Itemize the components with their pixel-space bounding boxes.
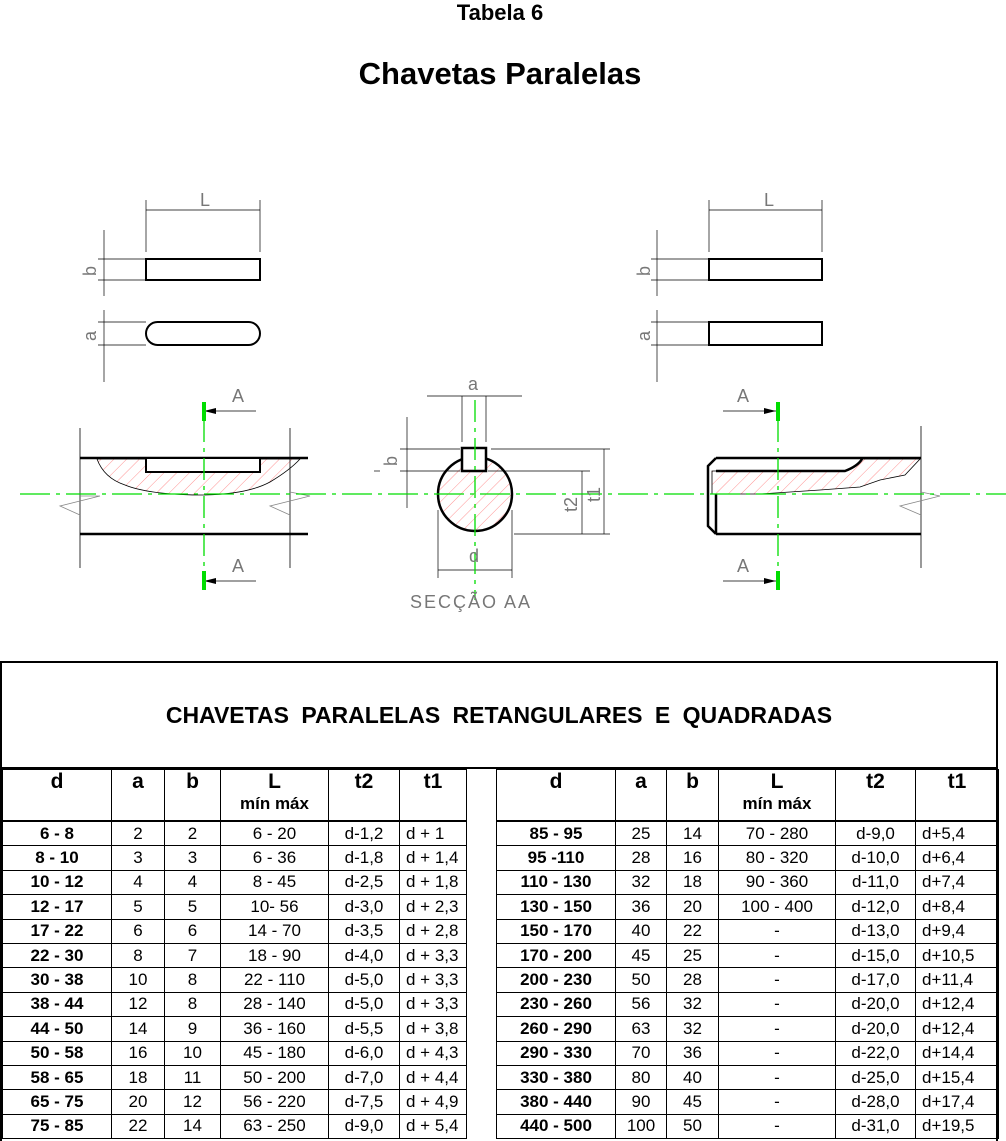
centerlines: [20, 400, 1006, 600]
cell-t2: d-6,0: [329, 1041, 400, 1065]
cell-b: 14: [165, 1114, 221, 1138]
cell-t1: d+14,4: [916, 1041, 999, 1065]
cell-d: 38 - 44: [3, 992, 112, 1016]
cell-d: 170 - 200: [497, 943, 616, 967]
cell-t2: d-10,0: [836, 846, 916, 870]
column-label: t2: [866, 770, 885, 793]
cell-d: 17 - 22: [3, 919, 112, 943]
cell-b: 6: [165, 919, 221, 943]
cell-t1: d+10,5: [916, 943, 999, 967]
cell-b: 22: [667, 919, 719, 943]
cell-L: -: [719, 1041, 836, 1065]
cell-t1: d + 1: [400, 821, 467, 846]
table-row: [3, 1065, 999, 1089]
cell-a: 50: [616, 968, 667, 992]
cell-b: 40: [667, 1065, 719, 1089]
cell-t2: d-13,0: [836, 919, 916, 943]
column-header-left-L: [221, 770, 329, 822]
label-width-right: a: [634, 330, 654, 341]
cell-L: -: [719, 919, 836, 943]
cell-t2: d-1,8: [329, 846, 400, 870]
column-header-right-b: [667, 770, 719, 822]
column-header-left-b: [165, 770, 221, 822]
cell-d: 58 - 65: [3, 1065, 112, 1089]
cell-t2: d-7,0: [329, 1065, 400, 1089]
column-label: d: [549, 770, 563, 793]
cell-t1: d+12,4: [916, 1017, 999, 1041]
table-row: [3, 1041, 999, 1065]
cell-a: 80: [616, 1065, 667, 1089]
cell-a: 16: [112, 1041, 165, 1065]
cell-t2: d-15,0: [836, 943, 916, 967]
cell-a: 12: [112, 992, 165, 1016]
cell-b: 45: [667, 1090, 719, 1114]
table-row: [3, 895, 999, 919]
cell-d: 50 - 58: [3, 1041, 112, 1065]
cell-d: 12 - 17: [3, 895, 112, 919]
cell-a: 100: [616, 1114, 667, 1138]
cell-t1: d+5,4: [916, 821, 999, 846]
cell-t2: d-5,5: [329, 1017, 400, 1041]
table-row: [3, 1114, 999, 1138]
cell-t1: d + 5,4: [400, 1114, 467, 1138]
cell-d: 130 - 150: [497, 895, 616, 919]
cell-b: 4: [165, 870, 221, 894]
cell-d: 10 - 12: [3, 870, 112, 894]
column-gap: [467, 770, 497, 822]
cell-d: 260 - 290: [497, 1017, 616, 1041]
table-row: [3, 846, 999, 870]
cell-d: 110 - 130: [497, 870, 616, 894]
cell-t2: d-3,0: [329, 895, 400, 919]
cell-t2: d-11,0: [836, 870, 916, 894]
gap-cell: [467, 992, 497, 1016]
section-caption: SECÇÃO AA: [410, 592, 533, 612]
label-width-left: a: [80, 330, 100, 341]
cell-b: 12: [165, 1090, 221, 1114]
cell-b: 20: [667, 895, 719, 919]
cell-L: -: [719, 943, 836, 967]
table-row: [3, 992, 999, 1016]
cell-a: 28: [616, 846, 667, 870]
cell-L: 50 - 200: [221, 1065, 329, 1089]
cell-L: -: [719, 968, 836, 992]
column-header-left-d: [3, 770, 112, 822]
cell-L: 14 - 70: [221, 919, 329, 943]
cell-t1: d+17,4: [916, 1090, 999, 1114]
section-mark: A: [232, 386, 245, 406]
cell-d: 22 - 30: [3, 943, 112, 967]
cell-t2: d-17,0: [836, 968, 916, 992]
cell-t2: d-2,5: [329, 870, 400, 894]
table-header-row: [3, 770, 999, 822]
gap-cell: [467, 821, 497, 846]
cell-a: 18: [112, 1065, 165, 1089]
cell-t2: d-25,0: [836, 1065, 916, 1089]
label-height-left: b: [80, 265, 100, 276]
column-label: L: [770, 770, 784, 793]
cell-L: -: [719, 1090, 836, 1114]
label-height-section: b: [381, 455, 401, 466]
cell-t1: d+8,4: [916, 895, 999, 919]
cell-b: 9: [165, 1017, 221, 1041]
label-t2: t2: [561, 496, 581, 512]
cell-t1: d + 1,8: [400, 870, 467, 894]
cell-b: 5: [165, 895, 221, 919]
cell-L: 36 - 160: [221, 1017, 329, 1041]
column-header-left-t2: [329, 770, 400, 822]
cell-b: 36: [667, 1041, 719, 1065]
cell-t2: d-4,0: [329, 943, 400, 967]
cell-a: 3: [112, 846, 165, 870]
cell-t2: d-9,0: [836, 821, 916, 846]
column-header-right-t2: [836, 770, 916, 822]
section-mark: A: [737, 556, 750, 576]
cell-b: 18: [667, 870, 719, 894]
cell-b: 14: [667, 821, 719, 846]
cell-a: 6: [112, 919, 165, 943]
cell-a: 90: [616, 1090, 667, 1114]
cell-t1: d+12,4: [916, 992, 999, 1016]
cell-L: 28 - 140: [221, 992, 329, 1016]
gap-cell: [467, 1017, 497, 1041]
cell-a: 10: [112, 968, 165, 992]
cell-t1: d + 2,8: [400, 919, 467, 943]
cell-t1: d + 4,9: [400, 1090, 467, 1114]
cell-a: 14: [112, 1017, 165, 1041]
table-row: [3, 870, 999, 894]
cell-a: 5: [112, 895, 165, 919]
cell-L: 8 - 45: [221, 870, 329, 894]
cell-L: 6 - 36: [221, 846, 329, 870]
gap-cell: [467, 1065, 497, 1089]
cell-a: 4: [112, 870, 165, 894]
table-row: [3, 943, 999, 967]
cell-b: 8: [165, 968, 221, 992]
gap-cell: [467, 919, 497, 943]
cell-t1: d + 4,4: [400, 1065, 467, 1089]
cell-b: 10: [165, 1041, 221, 1065]
cell-t2: d-3,5: [329, 919, 400, 943]
shaft-left-view: [60, 411, 310, 581]
cell-L: -: [719, 1017, 836, 1041]
cell-L: -: [719, 992, 836, 1016]
cell-b: 2: [165, 821, 221, 846]
cell-t1: d + 2,3: [400, 895, 467, 919]
column-label: d: [50, 770, 64, 793]
table-row: [3, 821, 999, 846]
cell-d: 230 - 260: [497, 992, 616, 1016]
cell-t2: d-7,5: [329, 1090, 400, 1114]
key-technical-drawing: [0, 140, 1006, 620]
cell-d: 290 - 330: [497, 1041, 616, 1065]
gap-cell: [467, 846, 497, 870]
cell-t1: d+11,4: [916, 968, 999, 992]
cell-L: 100 - 400: [719, 895, 836, 919]
gap-cell: [467, 1090, 497, 1114]
cell-d: 6 - 8: [3, 821, 112, 846]
gap-cell: [467, 1041, 497, 1065]
cell-d: 150 - 170: [497, 919, 616, 943]
cell-L: 10- 56: [221, 895, 329, 919]
cell-a: 36: [616, 895, 667, 919]
column-header-left-t1: [400, 770, 467, 822]
cell-b: 32: [667, 992, 719, 1016]
gap-cell: [467, 968, 497, 992]
cell-d: 65 - 75: [3, 1090, 112, 1114]
cell-a: 20: [112, 1090, 165, 1114]
cell-L: 70 - 280: [719, 821, 836, 846]
cell-a: 22: [112, 1114, 165, 1138]
cell-t1: d + 3,3: [400, 968, 467, 992]
cell-a: 2: [112, 821, 165, 846]
cell-b: 11: [165, 1065, 221, 1089]
gap-cell: [467, 943, 497, 967]
cell-t1: d+7,4: [916, 870, 999, 894]
column-header-left-a: [112, 770, 165, 822]
cell-d: 440 - 500: [497, 1114, 616, 1138]
cell-t2: d-5,0: [329, 992, 400, 1016]
gap-cell: [467, 1114, 497, 1138]
cell-t1: d + 3,3: [400, 943, 467, 967]
cell-t1: d + 3,8: [400, 1017, 467, 1041]
cell-d: 200 - 230: [497, 968, 616, 992]
cell-b: 3: [165, 846, 221, 870]
column-label: t1: [423, 770, 443, 793]
cell-a: 25: [616, 821, 667, 846]
column-header-right-d: [497, 770, 616, 822]
cell-L: 6 - 20: [221, 821, 329, 846]
cell-L: 18 - 90: [221, 943, 329, 967]
cell-b: 50: [667, 1114, 719, 1138]
label-width-section: a: [468, 374, 479, 394]
cell-t1: d+15,4: [916, 1065, 999, 1089]
cell-a: 40: [616, 919, 667, 943]
cell-t1: d + 4,3: [400, 1041, 467, 1065]
page-title: Chavetas Paralelas: [358, 56, 642, 91]
cell-t2: d-20,0: [836, 1017, 916, 1041]
cell-t1: d+9,4: [916, 919, 999, 943]
cell-L: 22 - 110: [221, 968, 329, 992]
label-height-right: b: [634, 265, 654, 276]
cell-L: 56 - 220: [221, 1090, 329, 1114]
column-label: t1: [947, 770, 967, 793]
cell-d: 85 - 95: [497, 821, 616, 846]
cell-a: 45: [616, 943, 667, 967]
section-mark: A: [737, 386, 750, 406]
cell-t1: d+6,4: [916, 846, 999, 870]
cell-t2: d-22,0: [836, 1041, 916, 1065]
cell-L: 80 - 320: [719, 846, 836, 870]
cell-t2: d-28,0: [836, 1090, 916, 1114]
column-header-right-t1: [916, 770, 999, 822]
cell-d: 30 - 38: [3, 968, 112, 992]
label-length-left: L: [200, 190, 211, 210]
column-label: b: [686, 770, 699, 793]
column-label: L: [268, 770, 281, 793]
cell-a: 56: [616, 992, 667, 1016]
column-label: b: [186, 770, 199, 793]
label-length-right: L: [764, 190, 775, 210]
cell-a: 70: [616, 1041, 667, 1065]
cell-a: 32: [616, 870, 667, 894]
rectangular-key-top-view-right: [651, 200, 822, 382]
section-mark: A: [232, 556, 245, 576]
shaft-cross-section: [374, 396, 610, 578]
column-header-right-a: [616, 770, 667, 822]
cell-a: 63: [616, 1017, 667, 1041]
column-sublabel: mín máx: [742, 794, 812, 813]
column-sublabel: mín máx: [240, 794, 309, 813]
cell-t2: d-20,0: [836, 992, 916, 1016]
cell-t2: d-12,0: [836, 895, 916, 919]
cell-t1: d + 3,3: [400, 992, 467, 1016]
cell-L: 63 - 250: [221, 1114, 329, 1138]
cell-b: 25: [667, 943, 719, 967]
column-label: a: [635, 770, 647, 793]
cell-d: 380 - 440: [497, 1090, 616, 1114]
column-label: t2: [354, 770, 374, 793]
column-label: a: [132, 770, 144, 793]
label-t1: t1: [584, 486, 604, 502]
gap-cell: [467, 895, 497, 919]
cell-a: 8: [112, 943, 165, 967]
table-title: CHAVETAS PARALELAS RETANGULARES E QUADRADAS: [2, 663, 996, 769]
cell-b: 28: [667, 968, 719, 992]
cell-L: 90 - 360: [719, 870, 836, 894]
rectangular-key-top-view-left: [98, 200, 260, 382]
cell-t2: d-5,0: [329, 968, 400, 992]
cell-d: 44 - 50: [3, 1017, 112, 1041]
cell-b: 16: [667, 846, 719, 870]
table-row: [3, 1017, 999, 1041]
gap-cell: [467, 870, 497, 894]
cell-L: 45 - 180: [221, 1041, 329, 1065]
cell-L: -: [719, 1114, 836, 1138]
table-number: Tabela 6: [456, 0, 544, 25]
cell-t1: d + 1,4: [400, 846, 467, 870]
table-row: [3, 968, 999, 992]
cell-d: 95 -110: [497, 846, 616, 870]
cell-t2: d-9,0: [329, 1114, 400, 1138]
table-row: [3, 1090, 999, 1114]
cell-d: 8 - 10: [3, 846, 112, 870]
column-header-right-L: [719, 770, 836, 822]
cell-L: -: [719, 1065, 836, 1089]
cell-b: 32: [667, 1017, 719, 1041]
cell-t1: d+19,5: [916, 1114, 999, 1138]
cell-d: 75 - 85: [3, 1114, 112, 1138]
cell-t2: d-1,2: [329, 821, 400, 846]
label-diameter: d: [469, 546, 480, 566]
table-row: [3, 919, 999, 943]
key-dimensions-table: [0, 661, 998, 1141]
cell-b: 8: [165, 992, 221, 1016]
cell-b: 7: [165, 943, 221, 967]
cell-d: 330 - 380: [497, 1065, 616, 1089]
cell-t2: d-31,0: [836, 1114, 916, 1138]
